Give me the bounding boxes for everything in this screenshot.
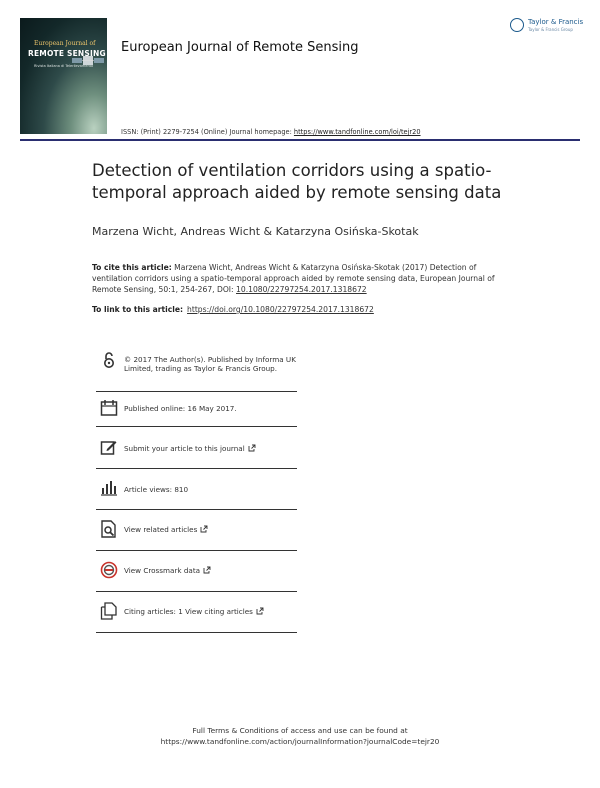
- info-row-submit[interactable]: [96, 427, 297, 469]
- edit-icon: [100, 438, 118, 456]
- cover-title-line2: REMOTE SENSING: [28, 49, 106, 58]
- journal-cover-image: [20, 18, 107, 134]
- open-access-icon: [100, 351, 118, 369]
- publisher-logo-mark-icon: [510, 18, 524, 32]
- external-link-icon: [248, 444, 256, 452]
- external-link-icon: [200, 525, 208, 533]
- article-link-line: [92, 305, 374, 314]
- submit-article-link[interactable]: Submit your article to this journal: [124, 444, 256, 453]
- citation-label: To cite this article:: [92, 263, 172, 272]
- related-articles-icon: [100, 520, 118, 538]
- bar-chart-icon: [100, 479, 118, 497]
- view-citing-articles-link[interactable]: Citing articles: 1 View citing articles: [124, 607, 264, 616]
- link-label: To link to this article:: [92, 305, 184, 314]
- journal-title: European Journal of Remote Sensing: [121, 40, 359, 55]
- info-row-license: [96, 345, 297, 392]
- publisher-logo-tagline: Taylor & Francis Group: [528, 27, 573, 32]
- published-date-text: Published online: 16 May 2017.: [124, 404, 237, 413]
- citation-text: Marzena Wicht, Andreas Wicht & Katarzyna Osińska-Skotak (2017) Detection of ventilation corridors using a spatio-temporal approach aided by remote sensing data, European Journal of Remote Sensing, 50:1, 254-267, DOI:: [92, 263, 495, 294]
- header-divider: [20, 139, 580, 141]
- info-row-citing[interactable]: [96, 592, 297, 633]
- view-crossmark-link[interactable]: View Crossmark data: [124, 566, 211, 575]
- info-row-crossmark[interactable]: [96, 551, 297, 592]
- info-row-views: [96, 469, 297, 510]
- article-views-text: Article views: 810: [124, 485, 189, 494]
- view-related-articles-link[interactable]: View related articles: [124, 525, 208, 534]
- footer-terms-text: Full Terms & Conditions of access and use can be found at: [192, 726, 408, 735]
- journal-homepage-link[interactable]: https://www.tandfonline.com/loi/tejr20: [293, 128, 421, 136]
- info-row-published: [96, 392, 297, 427]
- article-authors: Marzena Wicht, Andreas Wicht & Katarzyna Osińska-Skotak: [92, 225, 419, 238]
- citing-articles-icon: [100, 602, 118, 620]
- license-text: © 2017 The Author(s). Published by Informa UK Limited, trading as Taylor & Francis Group.: [124, 355, 296, 374]
- publisher-logo: [510, 17, 585, 37]
- issn-text: ISSN: (Print) 2279-7254 (Online) Journal homepage:: [121, 128, 294, 136]
- article-title: Detection of ventilation corridors using a spatio-temporal approach aided by remote sensing data: [92, 161, 502, 202]
- article-info-list: [96, 345, 297, 633]
- publisher-logo-name: Taylor & Francis: [528, 18, 584, 26]
- citation-doi-link[interactable]: 10.1080/22797254.2017.1318672: [236, 285, 367, 294]
- external-link-icon: [203, 566, 211, 574]
- calendar-icon: [100, 399, 118, 417]
- external-link-icon: [256, 607, 264, 615]
- footer-terms-link[interactable]: https://www.tandfonline.com/action/journalInformation?journalCode=tejr20: [160, 737, 440, 746]
- article-doi-link[interactable]: https://doi.org/10.1080/22797254.2017.1318672: [187, 305, 374, 314]
- footer: [0, 725, 600, 747]
- issn-line: [121, 128, 421, 136]
- info-row-related[interactable]: [96, 510, 297, 551]
- citation-block: [92, 262, 512, 295]
- cover-title-line3: Rivista Italiana di Telerilevamento: [34, 64, 94, 68]
- crossmark-icon: [100, 561, 118, 579]
- cover-title-line1: European Journal of: [34, 40, 96, 47]
